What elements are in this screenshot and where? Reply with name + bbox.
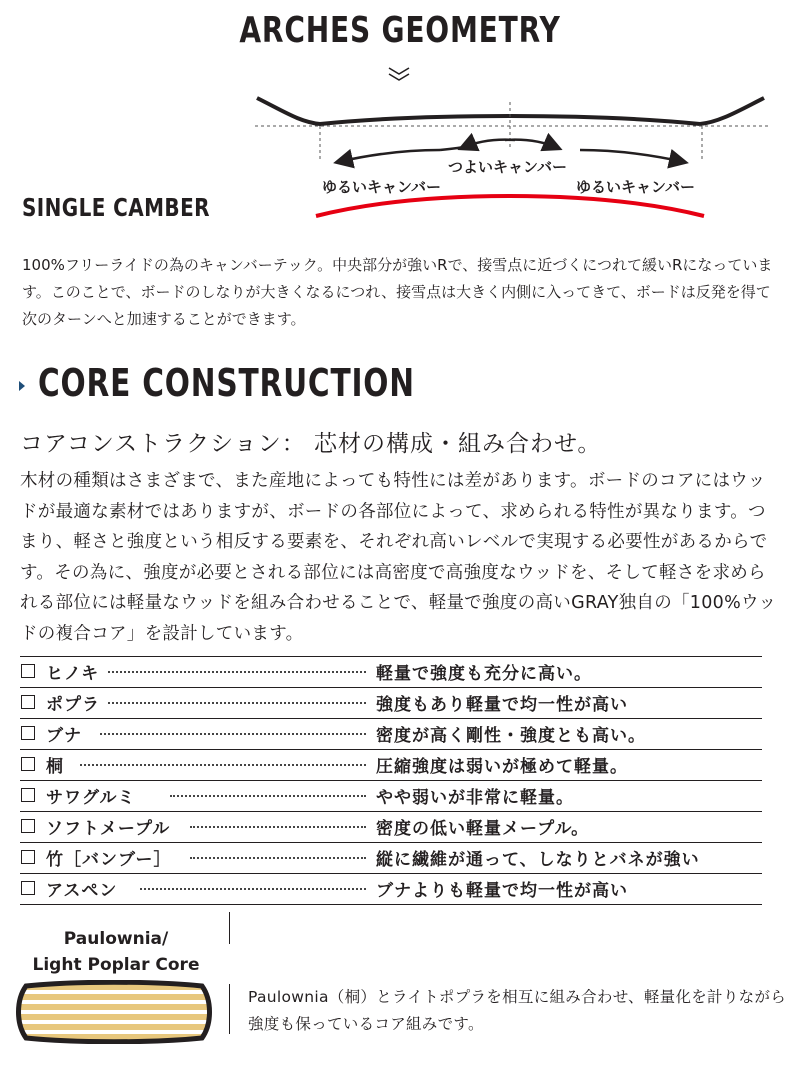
arrow-left-weak: [338, 150, 440, 162]
leader-dots: [100, 671, 366, 673]
leader-dots: [100, 733, 366, 735]
wood-row: [20, 687, 762, 718]
checkbox-icon: [21, 881, 35, 895]
checkbox-icon: [21, 664, 35, 678]
arches-description: 100%フリーライドの為のキャンバーテック。中央部分が強いRで、接雪点に近づくにつれて緩いRになっています。このことで、ボードのしなりが大きくなるにつれ、接雪点は大きく内側に入ってきて、ボードは反発を得て次のターンへと加速することができます。: [22, 256, 773, 328]
paulownia-core-title: [16, 926, 216, 978]
divider-line: [229, 984, 230, 1034]
section-arrow-icon: [19, 381, 25, 391]
paulownia-title-line2: Light Poplar Core: [32, 955, 200, 975]
leader-dots: [190, 826, 366, 828]
wood-desc: やや弱いが非常に軽量。: [376, 788, 574, 808]
wood-row: [20, 780, 762, 811]
leader-dots: [170, 795, 366, 797]
wood-row: [20, 842, 762, 873]
weak-camber-label-right: ゆるいキャンバー: [576, 178, 695, 196]
wood-desc: ブナよりも軽量で均一性が高い: [376, 881, 628, 901]
wood-name: サワグルミ: [46, 783, 144, 808]
checkbox-icon: [21, 819, 35, 833]
wood-name: 竹［バンブー］: [46, 845, 180, 870]
arrow-right-weak: [580, 150, 684, 162]
arrow-left-weak-start: [440, 146, 470, 150]
wood-row: [20, 811, 762, 842]
wood-name: ポプラ: [46, 690, 108, 715]
core-subtitle: コアコンストラクション： 芯材の構成・組み合わせ。: [20, 431, 602, 457]
paulownia-description: Paulownia（桐）とライトポプラを相互に組み合わせ、軽量化を計りながら強度も保っているコア組みです。: [248, 988, 787, 1033]
wood-row: [20, 718, 762, 749]
wood-desc: 強度もあり軽量で均一性が高い: [376, 695, 628, 715]
arrow-center-right: [505, 140, 558, 148]
divider-line: [229, 912, 230, 944]
core-description: 木材の種類はさまざまで、また産地によっても特性には差があります。ボードのコアにはウッドが最適な素材ではありますが、ボードの各部位によって、求められる特性が異なります。つまり、軽さと強度という相反する要素を、それぞれ高いレベルで実現する必要性があるからです。その為に、強度が必要とされる部位には高密度で高強度なウッドを、そして軽さを求められる部位には軽量なウッドを組み合わせることで、軽量で強度の高いGRAY独自の「100%ウッドの複合コア」を設計しています。: [20, 471, 777, 644]
leader-dots: [100, 702, 366, 704]
wood-name: アスペン: [46, 876, 125, 901]
wood-name: ソフトメープル: [46, 814, 178, 839]
checkbox-icon: [21, 788, 35, 802]
core-construction-title: CORE CONSTRUCTION: [38, 361, 415, 405]
checkbox-icon: [21, 695, 35, 709]
weak-camber-label-left: ゆるいキャンバー: [322, 178, 441, 196]
leader-dots: [190, 857, 366, 859]
arches-geometry-title: ARCHES GEOMETRY: [239, 10, 561, 51]
paulownia-title-line1: Paulownia/: [63, 929, 169, 949]
checkbox-icon: [21, 726, 35, 740]
checkbox-icon: [21, 757, 35, 771]
checkbox-icon: [21, 850, 35, 864]
wood-desc: 圧縮強度は弱いが極めて軽量。: [376, 757, 628, 777]
leader-dots: [140, 888, 366, 890]
wood-name: 桐: [46, 752, 72, 777]
wood-name: ヒノキ: [46, 659, 107, 684]
wood-desc: 密度が高く剛性・強度とも高い。: [376, 726, 646, 746]
wood-row: [20, 656, 762, 687]
strong-camber-label: つよいキャンバー: [448, 158, 567, 176]
wood-list: [20, 656, 762, 905]
wood-name: ブナ: [46, 721, 90, 746]
leader-dots: [80, 764, 366, 766]
single-camber-heading: SINGLE CAMBER: [22, 193, 210, 222]
wood-desc: 軽量で強度も充分に高い。: [376, 664, 592, 684]
wood-row: [20, 873, 762, 905]
wood-desc: 密度の低い軽量メープル。: [376, 819, 590, 839]
wood-row: [20, 749, 762, 780]
camber-red-line: [316, 196, 704, 216]
wood-desc: 縦に繊維が通って、しなりとバネが強い: [376, 850, 700, 870]
paulownia-core-illustration: [14, 980, 214, 1044]
